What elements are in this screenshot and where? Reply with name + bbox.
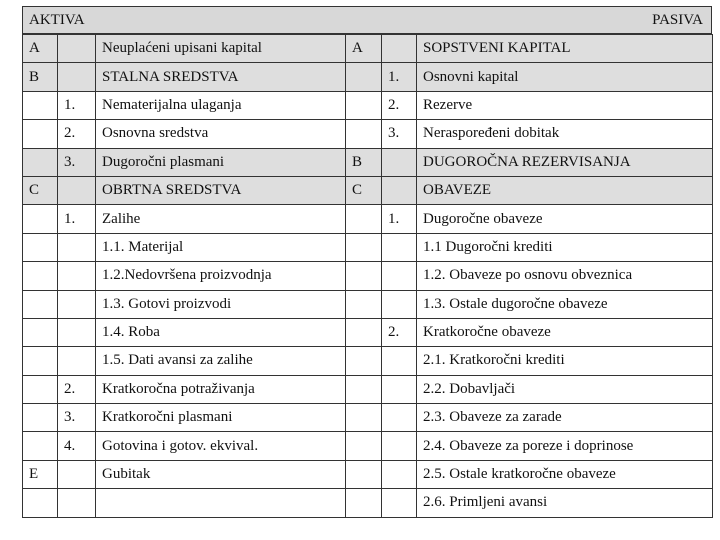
aktiva-letter — [23, 290, 58, 318]
aktiva-letter — [23, 318, 58, 346]
pasiva-letter — [346, 432, 382, 460]
pasiva-number — [382, 35, 417, 63]
pasiva-item: SOPSTVENI KAPITAL — [417, 35, 713, 63]
header-aktiva: AKTIVA — [29, 11, 85, 28]
table-row — [23, 318, 713, 346]
table-row — [23, 35, 713, 63]
table-row — [23, 120, 713, 148]
pasiva-item: 2.3. Obaveze za zarade — [417, 404, 713, 432]
pasiva-number — [382, 460, 417, 488]
aktiva-item: 1.5. Dati avansi za zalihe — [96, 347, 346, 375]
balance-table-body — [23, 35, 713, 518]
balance-table — [22, 34, 713, 518]
aktiva-number — [58, 176, 96, 204]
pasiva-number: 3. — [382, 120, 417, 148]
pasiva-letter — [346, 347, 382, 375]
aktiva-number: 4. — [58, 432, 96, 460]
pasiva-item: 1.2. Obaveze po osnovu obveznica — [417, 262, 713, 290]
pasiva-item: Kratkoročne obaveze — [417, 318, 713, 346]
aktiva-number — [58, 318, 96, 346]
aktiva-item: Gotovina i gotov. ekvival. — [96, 432, 346, 460]
aktiva-letter — [23, 205, 58, 233]
table-row — [23, 205, 713, 233]
aktiva-letter — [23, 489, 58, 517]
pasiva-number: 2. — [382, 91, 417, 119]
pasiva-letter: A — [346, 35, 382, 63]
pasiva-number — [382, 290, 417, 318]
pasiva-item: Neraspoređeni dobitak — [417, 120, 713, 148]
aktiva-number — [58, 489, 96, 517]
aktiva-item: 1.2.Nedovršena proizvodnja — [96, 262, 346, 290]
table-row — [23, 347, 713, 375]
pasiva-letter — [346, 205, 382, 233]
pasiva-number — [382, 347, 417, 375]
aktiva-number: 3. — [58, 404, 96, 432]
table-row — [23, 290, 713, 318]
pasiva-letter — [346, 290, 382, 318]
aktiva-letter: B — [23, 63, 58, 91]
pasiva-letter — [346, 404, 382, 432]
pasiva-item: 2.1. Kratkoročni krediti — [417, 347, 713, 375]
pasiva-letter: B — [346, 148, 382, 176]
aktiva-letter — [23, 148, 58, 176]
table-row — [23, 63, 713, 91]
pasiva-item: DUGOROČNA REZERVISANJA — [417, 148, 713, 176]
pasiva-item: 2.6. Primljeni avansi — [417, 489, 713, 517]
aktiva-number — [58, 347, 96, 375]
pasiva-letter — [346, 318, 382, 346]
aktiva-number: 3. — [58, 148, 96, 176]
aktiva-letter — [23, 347, 58, 375]
aktiva-number — [58, 262, 96, 290]
aktiva-number: 2. — [58, 375, 96, 403]
table-row — [23, 404, 713, 432]
pasiva-letter — [346, 262, 382, 290]
pasiva-number — [382, 404, 417, 432]
pasiva-letter — [346, 120, 382, 148]
aktiva-letter: A — [23, 35, 58, 63]
table-row — [23, 460, 713, 488]
aktiva-item: Dugoročni plasmani — [96, 148, 346, 176]
pasiva-item: 2.4. Obaveze za poreze i doprinose — [417, 432, 713, 460]
pasiva-number — [382, 148, 417, 176]
pasiva-item: 1.3. Ostale dugoročne obaveze — [417, 290, 713, 318]
pasiva-number: 1. — [382, 205, 417, 233]
table-row — [23, 432, 713, 460]
pasiva-letter — [346, 91, 382, 119]
aktiva-item: 1.1. Materijal — [96, 233, 346, 261]
aktiva-item: 1.4. Roba — [96, 318, 346, 346]
aktiva-item: Kratkoročna potraživanja — [96, 375, 346, 403]
pasiva-letter — [346, 233, 382, 261]
header-pasiva: PASIVA — [652, 11, 703, 28]
pasiva-number — [382, 176, 417, 204]
aktiva-letter — [23, 233, 58, 261]
aktiva-item: Nematerijalna ulaganja — [96, 91, 346, 119]
pasiva-number: 2. — [382, 318, 417, 346]
aktiva-number — [58, 63, 96, 91]
aktiva-number: 1. — [58, 205, 96, 233]
table-row — [23, 262, 713, 290]
aktiva-letter — [23, 432, 58, 460]
pasiva-item: Rezerve — [417, 91, 713, 119]
pasiva-letter — [346, 375, 382, 403]
aktiva-item: 1.3. Gotovi proizvodi — [96, 290, 346, 318]
aktiva-letter — [23, 404, 58, 432]
table-row — [23, 148, 713, 176]
aktiva-number — [58, 290, 96, 318]
pasiva-number — [382, 233, 417, 261]
aktiva-number: 1. — [58, 91, 96, 119]
pasiva-number — [382, 375, 417, 403]
pasiva-item: 2.5. Ostale kratkoročne obaveze — [417, 460, 713, 488]
pasiva-number — [382, 432, 417, 460]
aktiva-item: STALNA SREDSTVA — [96, 63, 346, 91]
aktiva-number — [58, 460, 96, 488]
table-row — [23, 176, 713, 204]
aktiva-letter — [23, 91, 58, 119]
aktiva-item: Osnovna sredstva — [96, 120, 346, 148]
aktiva-item: OBRTNA SREDSTVA — [96, 176, 346, 204]
aktiva-number: 2. — [58, 120, 96, 148]
aktiva-number — [58, 35, 96, 63]
aktiva-item: Gubitak — [96, 460, 346, 488]
pasiva-letter: C — [346, 176, 382, 204]
aktiva-item: Zalihe — [96, 205, 346, 233]
balance-sheet — [22, 6, 712, 518]
pasiva-letter — [346, 63, 382, 91]
pasiva-letter — [346, 489, 382, 517]
pasiva-number — [382, 262, 417, 290]
aktiva-item — [96, 489, 346, 517]
aktiva-item: Neuplaćeni upisani kapital — [96, 35, 346, 63]
aktiva-letter: C — [23, 176, 58, 204]
pasiva-item: 2.2. Dobavljači — [417, 375, 713, 403]
table-row — [23, 489, 713, 517]
table-row — [23, 91, 713, 119]
aktiva-letter: E — [23, 460, 58, 488]
pasiva-item: Dugoročne obaveze — [417, 205, 713, 233]
pasiva-item: 1.1 Dugoročni krediti — [417, 233, 713, 261]
pasiva-item: OBAVEZE — [417, 176, 713, 204]
pasiva-letter — [346, 460, 382, 488]
aktiva-letter — [23, 120, 58, 148]
balance-header — [22, 6, 712, 34]
pasiva-number: 1. — [382, 63, 417, 91]
table-row — [23, 375, 713, 403]
aktiva-letter — [23, 262, 58, 290]
pasiva-item: Osnovni kapital — [417, 63, 713, 91]
aktiva-number — [58, 233, 96, 261]
aktiva-item: Kratkoročni plasmani — [96, 404, 346, 432]
pasiva-number — [382, 489, 417, 517]
aktiva-letter — [23, 375, 58, 403]
table-row — [23, 233, 713, 261]
